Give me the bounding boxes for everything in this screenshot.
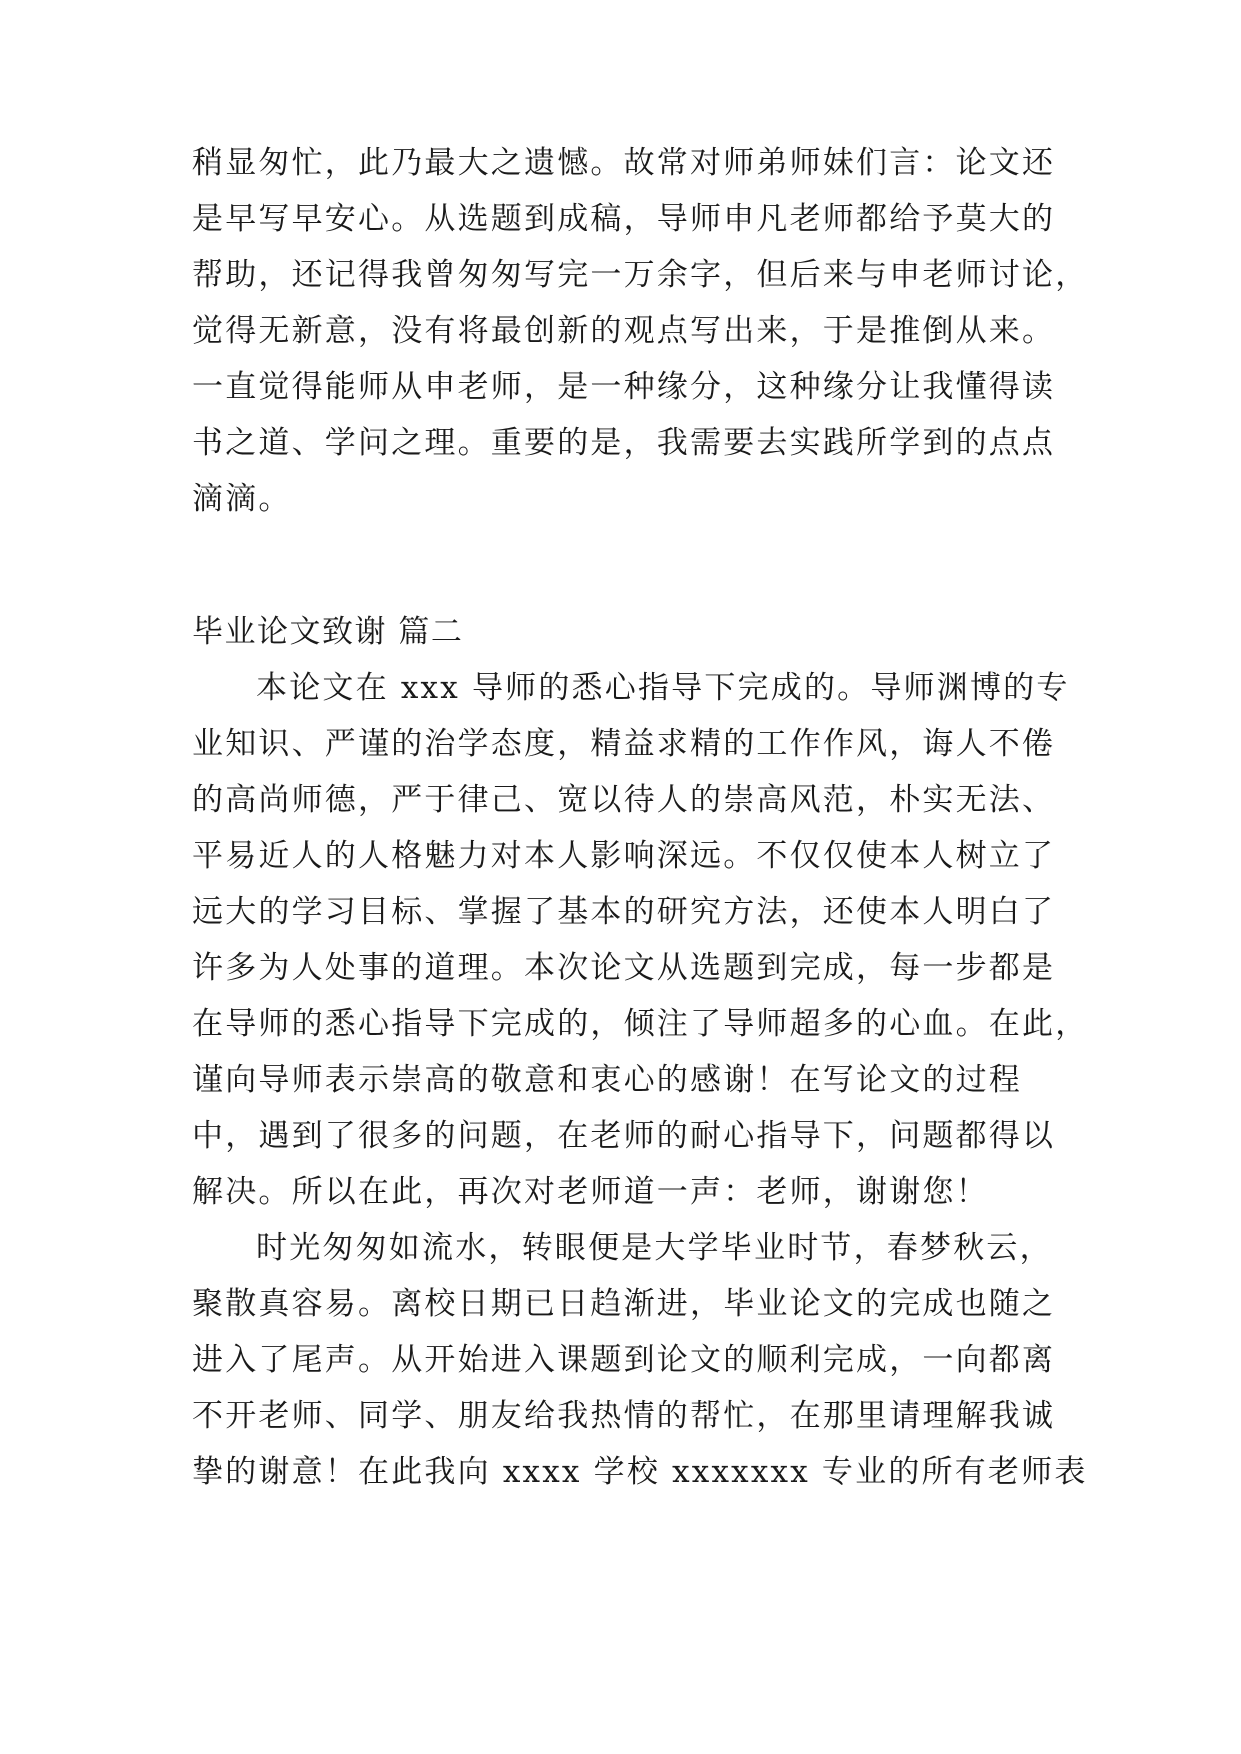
paragraph-1-line-3: 帮助，还记得我曾匆匆写完一万余字，但后来与申老师讨论， <box>192 257 1089 293</box>
section-heading: 毕业论文致谢 篇二 <box>192 614 464 650</box>
paragraph-2-line-5: 远大的学习目标、掌握了基本的研究方法，还使本人明白了 <box>192 894 1056 930</box>
paragraph-2-line-3: 的高尚师德，严于律己、宽以待人的崇高风范，朴实无法、 <box>192 782 1056 818</box>
paragraph-2-line-9: 中，遇到了很多的问题，在老师的耐心指导下，问题都得以 <box>192 1118 1056 1154</box>
paragraph-2-line-6: 许多为人处事的道理。本次论文从选题到完成，每一步都是 <box>192 950 1056 986</box>
paragraph-2-line-2: 业知识、严谨的治学态度，精益求精的工作作风，诲人不倦 <box>192 726 1056 762</box>
paragraph-3-line-4: 不开老师、同学、朋友给我热情的帮忙，在那里请理解我诚 <box>192 1398 1056 1434</box>
paragraph-1-line-6: 书之道、学问之理。重要的是，我需要去实践所学到的点点 <box>192 425 1056 461</box>
paragraph-1-line-4: 觉得无新意，没有将最创新的观点写出来，于是推倒从来。 <box>192 313 1056 349</box>
paragraph-3-line-5: 挚的谢意！在此我向 xxxx 学校 xxxxxxx 专业的所有老师表 <box>192 1454 1088 1490</box>
paragraph-2-line-1: 本论文在 xxx 导师的悉心指导下完成的。导师渊博的专 <box>256 670 1070 706</box>
paragraph-3-line-3: 进入了尾声。从开始进入课题到论文的顺利完成，一向都离 <box>192 1342 1056 1378</box>
paragraph-1-line-1: 稍显匆忙，此乃最大之遗憾。故常对师弟师妹们言：论文还 <box>192 145 1056 181</box>
paragraph-1-line-5: 一直觉得能师从申老师，是一种缘分，这种缘分让我懂得读 <box>192 369 1056 405</box>
paragraph-2-line-7: 在导师的悉心指导下完成的，倾注了导师超多的心血。在此， <box>192 1006 1089 1042</box>
paragraph-2-line-10: 解决。所以在此，再次对老师道一声：老师，谢谢您！ <box>192 1174 989 1210</box>
paragraph-2-line-8: 谨向导师表示崇高的敬意和衷心的感谢！在写论文的过程 <box>192 1062 1022 1098</box>
paragraph-1-line-7: 滴滴。 <box>192 481 292 517</box>
paragraph-2-line-4: 平易近人的人格魅力对本人影响深远。不仅仅使本人树立了 <box>192 838 1056 874</box>
paragraph-1-line-2: 是早写早安心。从选题到成稿，导师申凡老师都给予莫大的 <box>192 201 1056 237</box>
paragraph-3-line-2: 聚散真容易。离校日期已日趋渐进，毕业论文的完成也随之 <box>192 1286 1056 1322</box>
paragraph-3-line-1: 时光匆匆如流水，转眼便是大学毕业时节，春梦秋云， <box>256 1230 1053 1266</box>
